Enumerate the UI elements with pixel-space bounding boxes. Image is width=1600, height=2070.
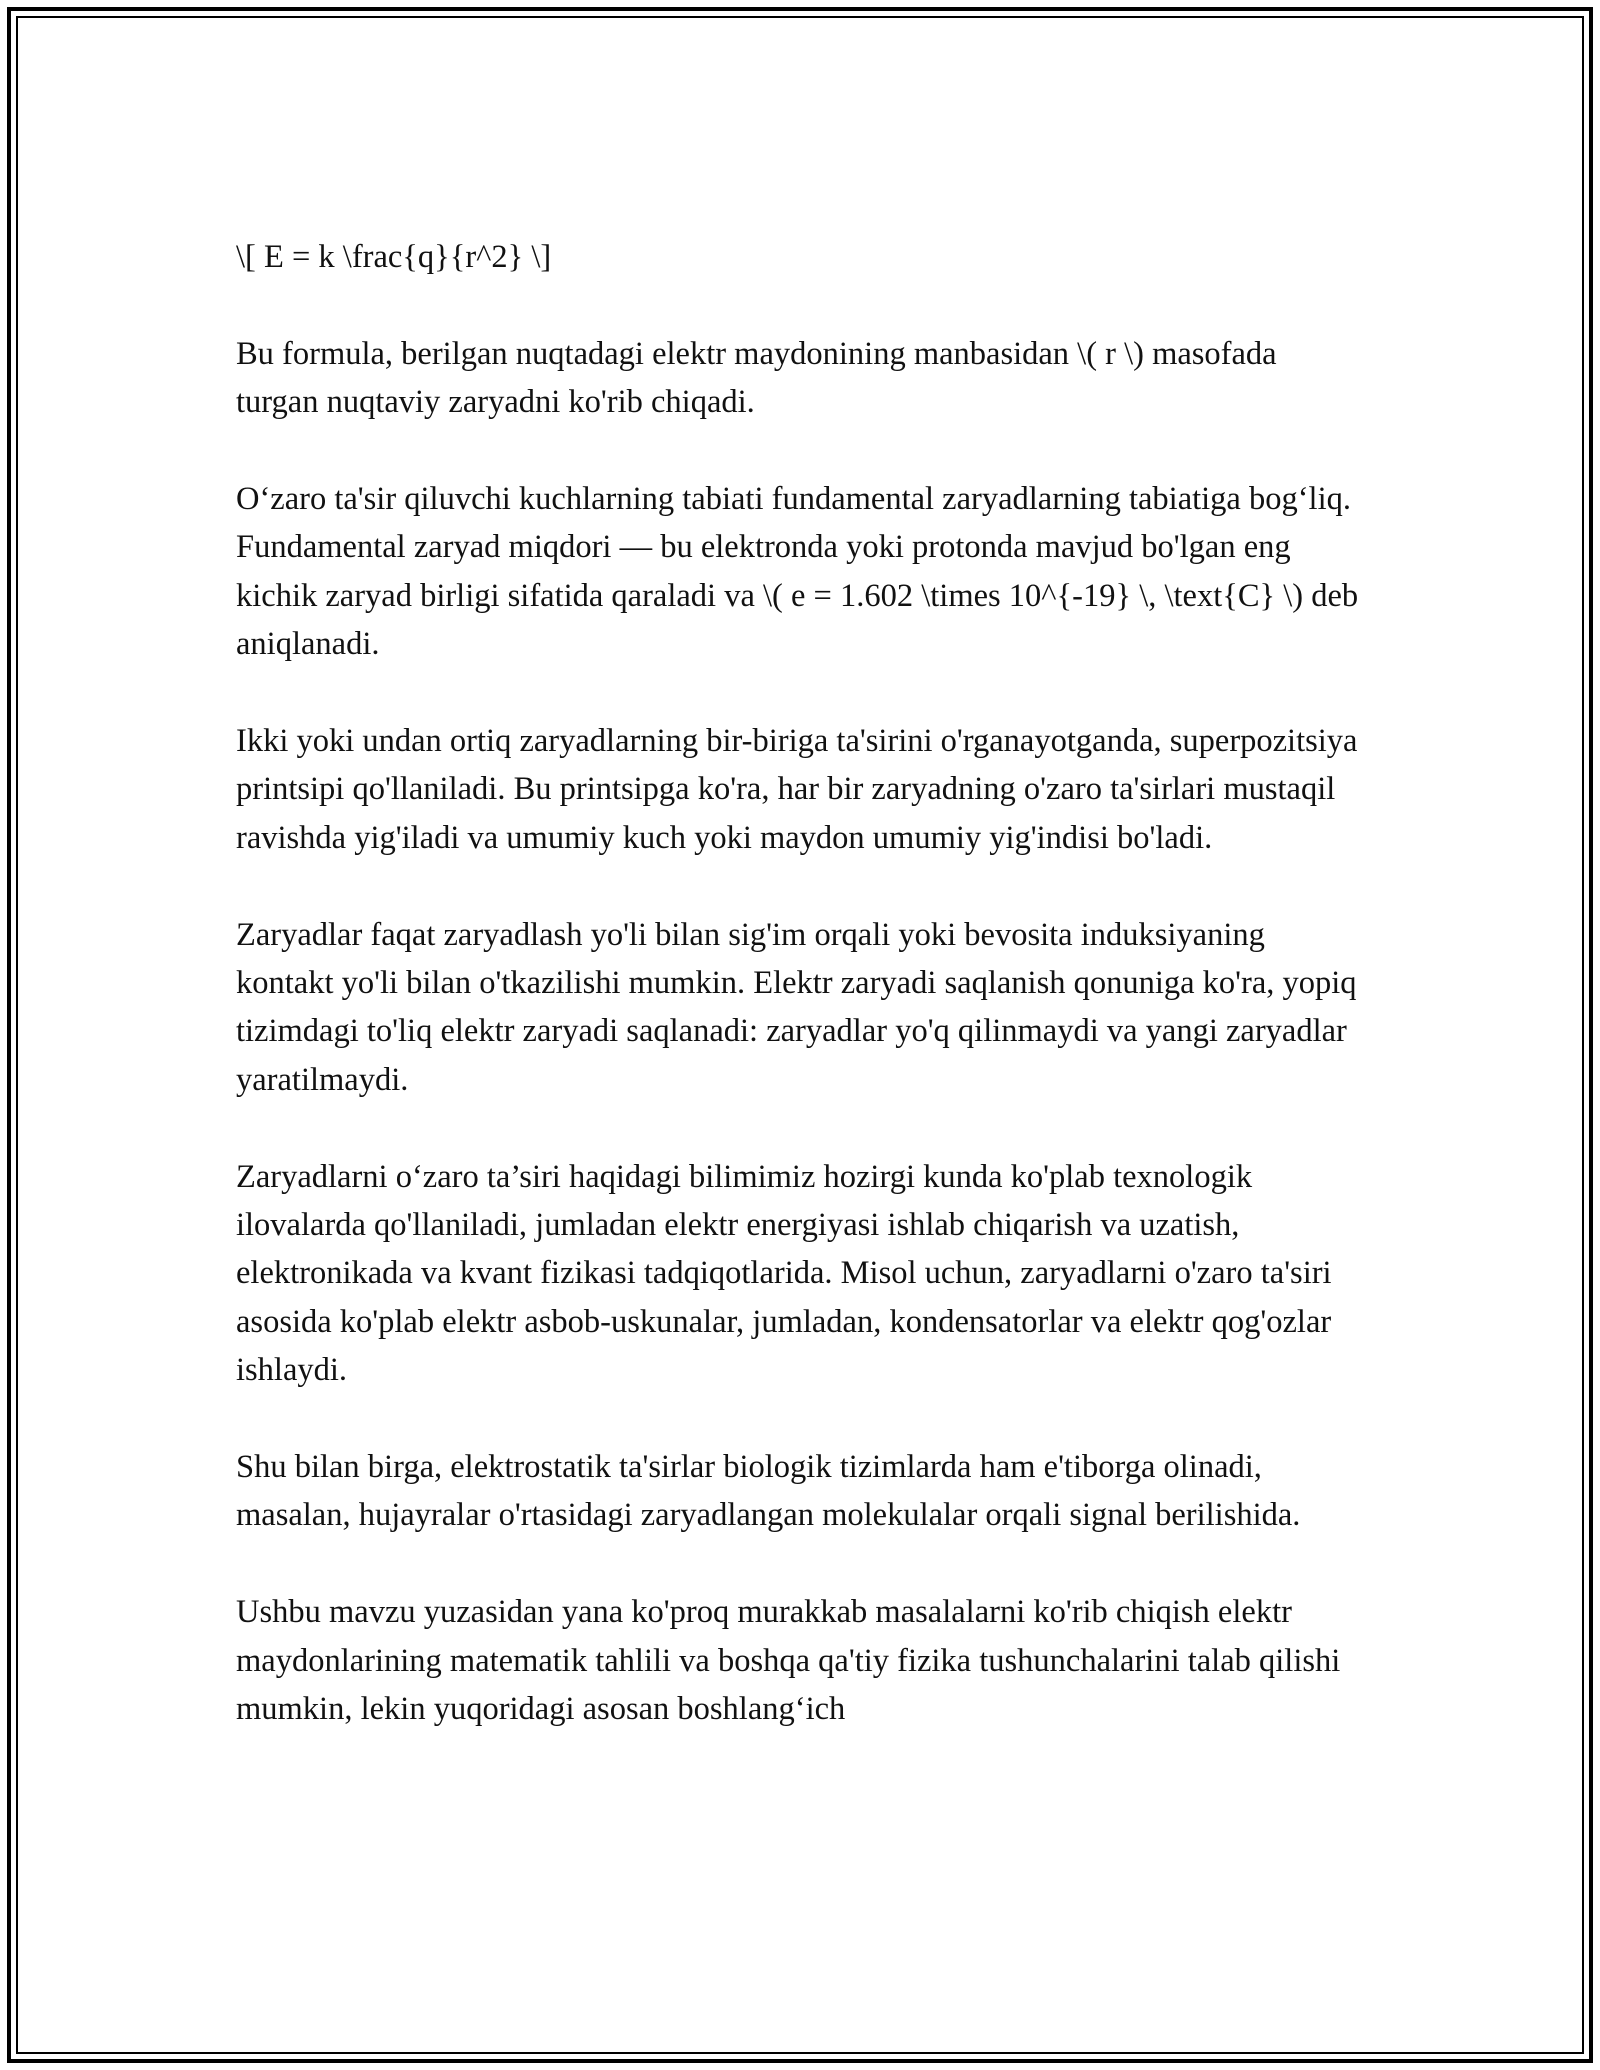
paragraph-superposition: Ikki yoki undan ortiq zaryadlarning bir-biriga ta'sirini o'rganayotganda, superpozitsiya printsipi qo'llaniladi. Bu printsipga ko'ra, har bir zaryadning o'zaro ta'sirlari mustaqil ravishda yig'iladi va umumiy kuch yoki maydon umumiy yig'indisi bo'ladi. — [236, 723, 1358, 856]
paragraph-charge-conservation: Zaryadlar faqat zaryadlash yo'li bilan sig'im orqali yoki bevosita induksiyaning kontakt yo'li bilan o'tkazilishi mumkin. Elektr zaryadi saqlanish qonuniga ko'ra, yopiq tizimdagi to'liq elektr zaryadi saqlanadi: zaryadlar yo'q qilinmaydi va yangi zaryadlar yaratilmaydi. — [236, 916, 1357, 1098]
paragraph-further-study: Ushbu mavzu yuzasidan yana ko'proq murakkab masalalarni ko'rib chiqish elektr maydonlarining matematik tahlili va boshqa qa'tiy fizika tushunchalarini talab qilishi mumkin, lekin yuqoridagi asosan boshlang‘ich — [236, 1594, 1341, 1728]
paragraph-applications: Zaryadlarni o‘zaro ta’siri haqidagi bilimimiz hozirgi kunda ko'plab texnologik ilovalarda qo'llaniladi, jumladan elektr energiyasi ishlab chiqarish va uzatish, elektronikada va kvant fizikasi tadqiqotlarida. Misol uchun, zaryadlarni o'zaro ta'siri asosida ko'plab elektr asbob-uskunalar, jumladan, kondensatorlar va elektr qog'ozlar ishlaydi. — [236, 1158, 1332, 1389]
paragraph-fundamental-charge: O‘zaro ta'sir qiluvchi kuchlarning tabiati fundamental zaryadlarning tabiatiga bog‘liq. Fundamental zaryad miqdori — bu elektronda yoki protonda mavjud bo'lgan eng kichik zaryad birligi sifatida qaraladi va \( e = 1.602 \times 10^{-19} \, \text{C} \) deb aniqlanadi. — [236, 481, 1359, 663]
paragraph-biology: Shu bilan birga, elektrostatik ta'sirlar biologik tizimlarda ham e'tiborga olinadi, masalan, hujayralar o'rtasidagi zaryadlangan molekulalar orqali signal berilishida. — [236, 1449, 1301, 1534]
paragraph-formula-description: Bu formula, berilgan nuqtadagi elektr maydonining manbasidan \( r \) masofada turgan nuqtaviy zaryadni ko'rib chiqadi. — [236, 335, 1277, 421]
document-body — [236, 233, 1366, 1782]
formula-paragraph: \[ E = k \frac{q}{r^2} \] — [236, 239, 552, 275]
